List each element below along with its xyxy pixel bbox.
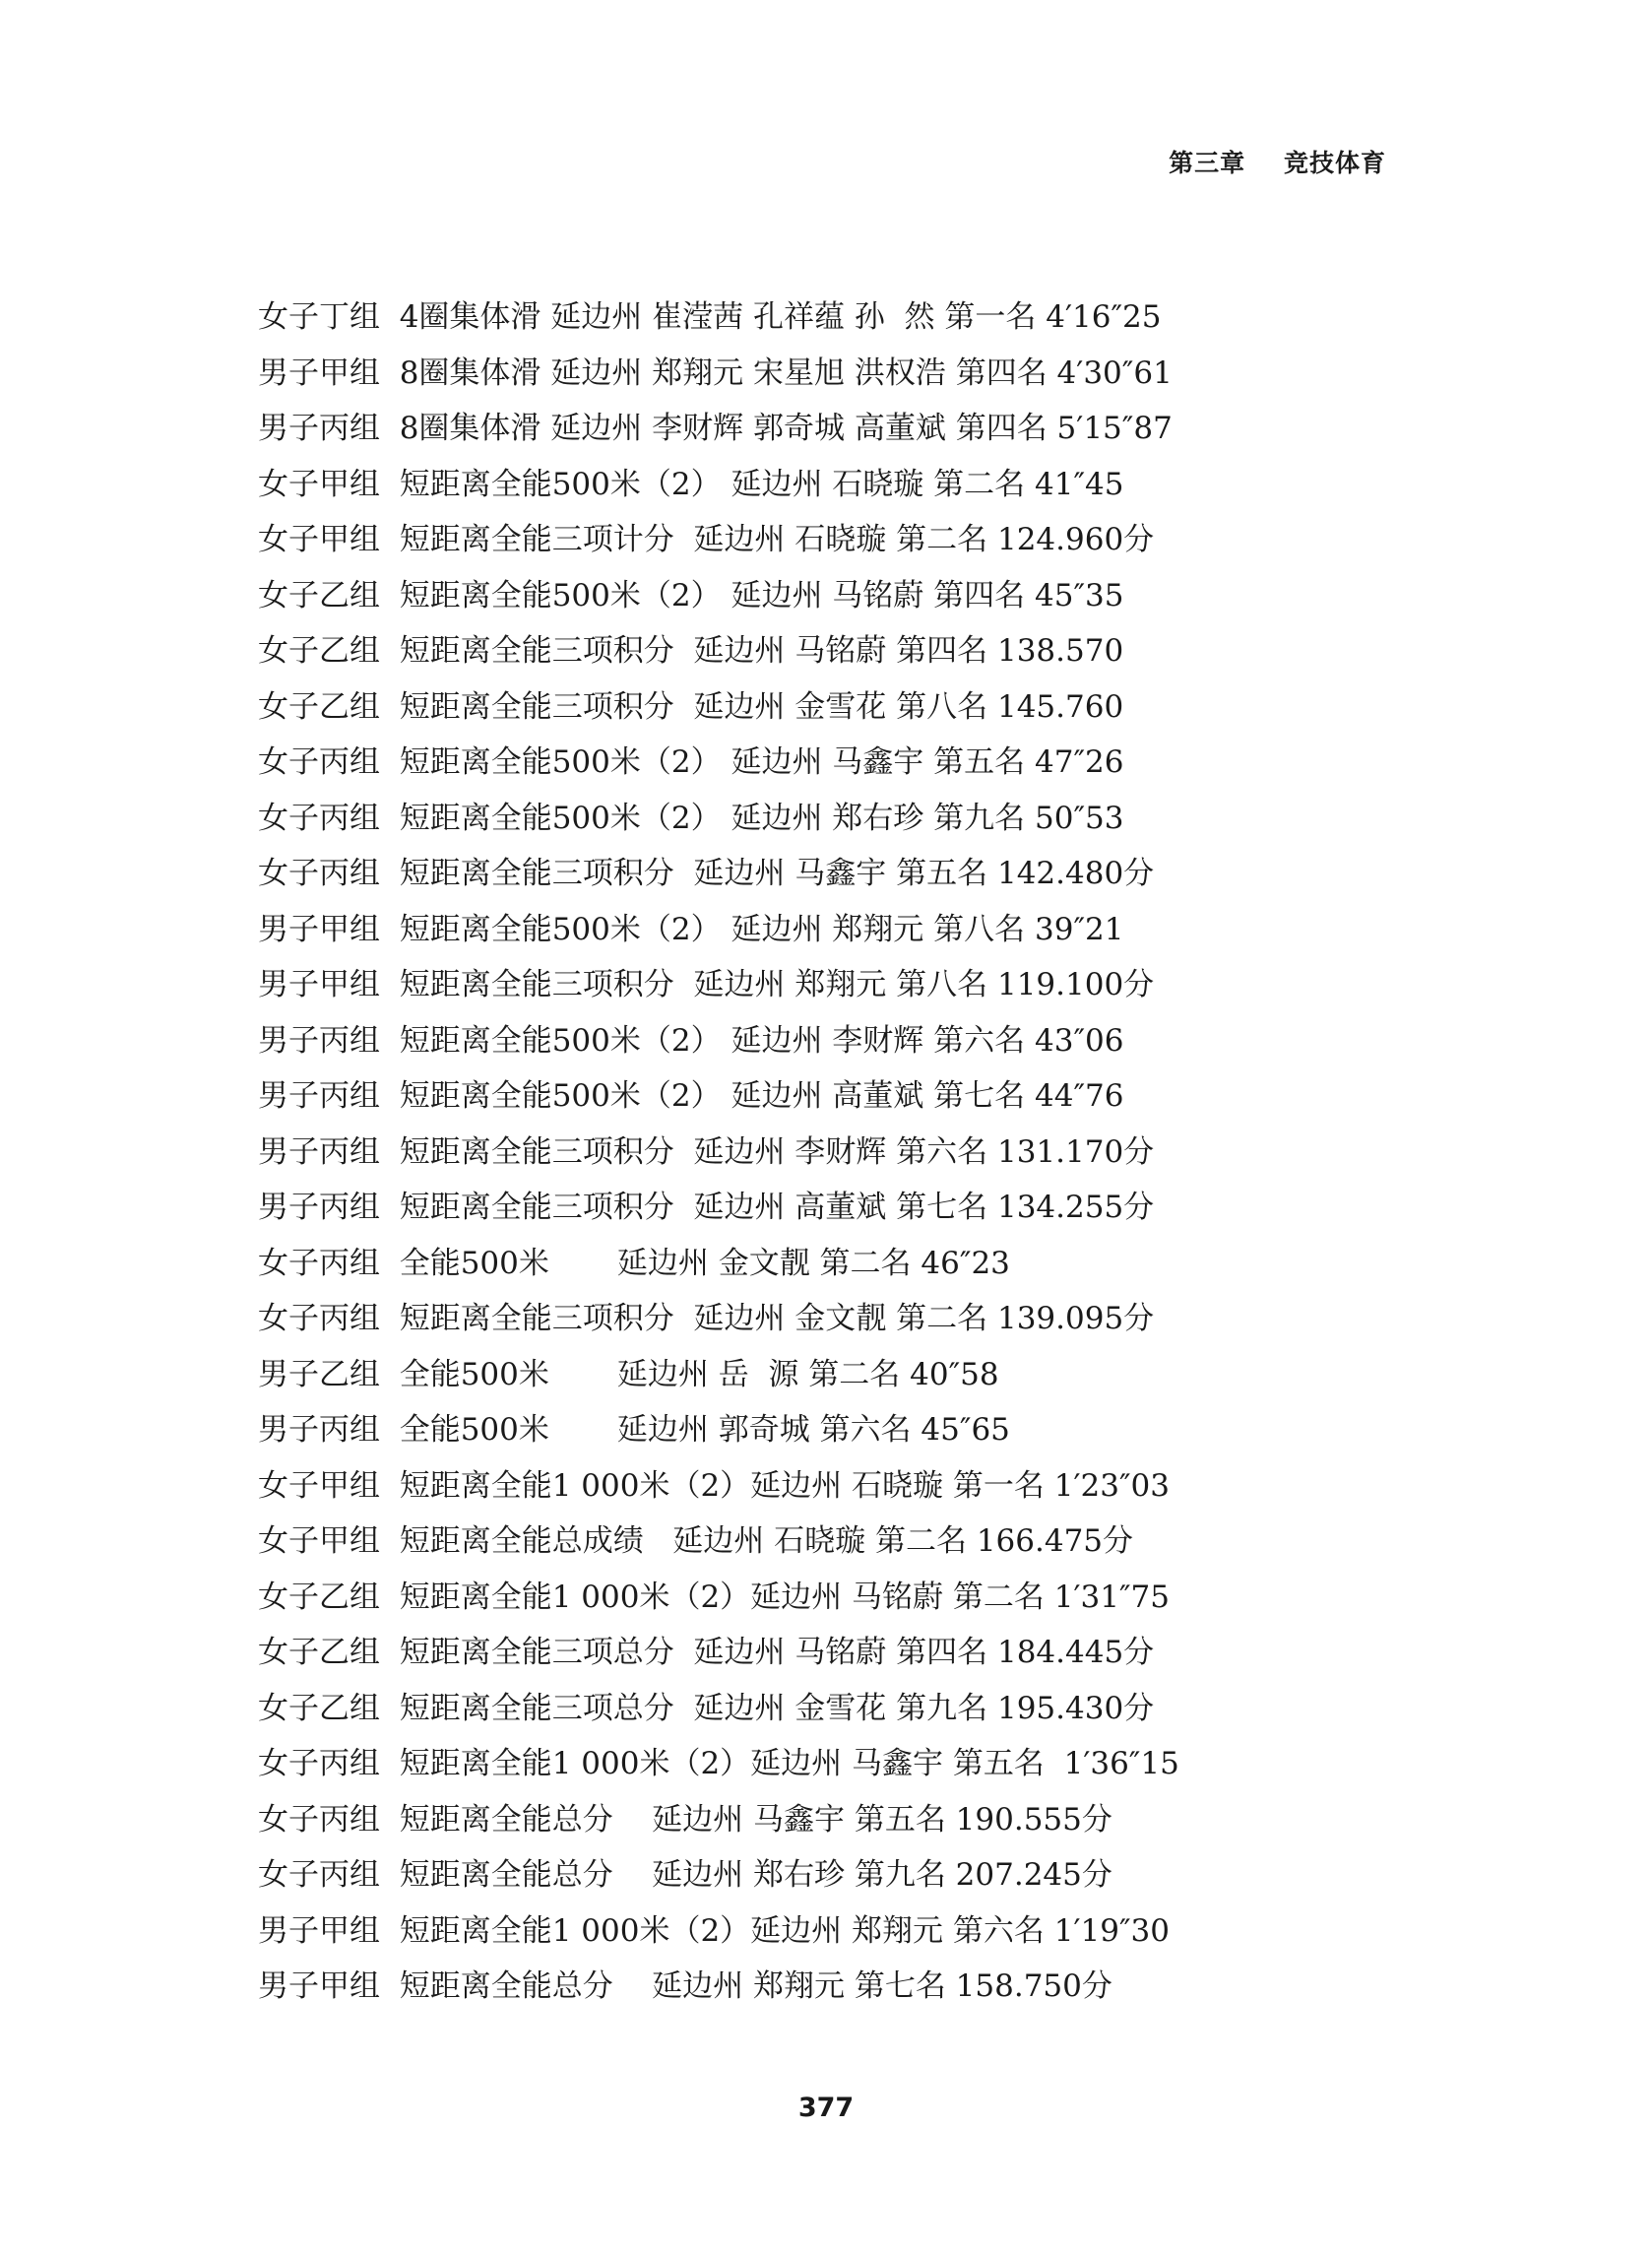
list-item: 男子丙组 全能500米 延边州 郭奇城 第六名 45″65 — [258, 1412, 1010, 1448]
list-item: 女子甲组 短距离全能1 000米（2）延边州 石晓璇 第一名 1′23″03 — [258, 1467, 1170, 1504]
list-item: 女子乙组 短距离全能三项总分 延边州 金雪花 第九名 195.430分 — [258, 1690, 1155, 1726]
list-item: 女子丙组 短距离全能三项积分 延边州 金文靓 第二名 139.095分 — [258, 1301, 1155, 1336]
section-label: 竞技体育 — [1283, 149, 1386, 177]
page-number: 377 — [797, 2093, 855, 2123]
list-item: 女子丙组 短距离全能总分 延边州 郑右珍 第九名 207.245分 — [258, 1857, 1112, 1893]
list-item: 女子丙组 短距离全能三项积分 延边州 马鑫宇 第五名 142.480分 — [258, 856, 1155, 891]
list-item: 男子甲组 8圈集体滑 延边州 郑翔元 宋星旭 洪权浩 第四名 4′30″61 — [258, 355, 1173, 391]
list-item: 男子甲组 短距离全能500米（2） 延边州 郑翔元 第八名 39″21 — [258, 911, 1124, 947]
results-list — [258, 290, 1390, 2015]
chapter-label: 第三章 — [1169, 149, 1246, 177]
list-item: 男子丙组 短距离全能500米（2） 延边州 李财辉 第六名 43″06 — [258, 1022, 1124, 1059]
list-item: 女子乙组 短距离全能三项积分 延边州 金雪花 第八名 145.760 — [258, 688, 1124, 725]
list-item: 男子甲组 短距离全能1 000米（2）延边州 郑翔元 第六名 1′19″30 — [258, 1912, 1170, 1949]
list-item: 男子丙组 短距离全能500米（2） 延边州 高董斌 第七名 44″76 — [258, 1078, 1124, 1114]
list-item: 女子乙组 短距离全能1 000米（2）延边州 马铭蔚 第二名 1′31″75 — [258, 1579, 1170, 1615]
list-item: 女子丙组 短距离全能总分 延边州 马鑫宇 第五名 190.555分 — [258, 1801, 1112, 1838]
list-item: 女子乙组 短距离全能三项积分 延边州 马铭蔚 第四名 138.570 — [258, 633, 1124, 669]
running-header — [1169, 144, 1386, 179]
list-item: 女子丙组 短距离全能500米（2） 延边州 马鑫宇 第五名 47″26 — [258, 744, 1124, 780]
list-item: 女子丙组 短距离全能1 000米（2）延边州 马鑫宇 第五名 1′36″15 — [258, 1746, 1179, 1781]
list-item: 男子甲组 短距离全能三项积分 延边州 郑翔元 第八名 119.100分 — [258, 967, 1155, 1002]
list-item: 女子甲组 短距离全能总成绩 延边州 石晓璇 第二名 166.475分 — [258, 1523, 1134, 1559]
list-item: 男子丙组 短距离全能三项积分 延边州 李财辉 第六名 131.170分 — [258, 1133, 1155, 1170]
list-item: 男子丙组 8圈集体滑 延边州 李财辉 郭奇城 高董斌 第四名 5′15″87 — [258, 411, 1173, 446]
list-item: 女子乙组 短距离全能三项总分 延边州 马铭蔚 第四名 184.445分 — [258, 1635, 1155, 1670]
list-item: 男子乙组 全能500米 延边州 岳 源 第二名 40″58 — [258, 1356, 999, 1392]
list-item: 男子丙组 短距离全能三项积分 延边州 高董斌 第七名 134.255分 — [258, 1190, 1155, 1225]
list-item: 男子甲组 短距离全能总分 延边州 郑翔元 第七名 158.750分 — [258, 1968, 1112, 2004]
list-item: 女子甲组 短距离全能500米（2） 延边州 石晓璇 第二名 41″45 — [258, 466, 1124, 502]
list-item: 女子甲组 短距离全能三项计分 延边州 石晓璇 第二名 124.960分 — [258, 522, 1155, 557]
list-item: 女子丁组 4圈集体滑 延边州 崔滢茜 孔祥蕴 孙 然 第一名 4′16″25 — [258, 299, 1162, 335]
list-item: 女子丙组 全能500米 延边州 金文靓 第二名 46″23 — [258, 1245, 1010, 1281]
list-item: 女子乙组 短距离全能500米（2） 延边州 马铭蔚 第四名 45″35 — [258, 577, 1124, 613]
list-item: 女子丙组 短距离全能500米（2） 延边州 郑右珍 第九名 50″53 — [258, 800, 1124, 836]
